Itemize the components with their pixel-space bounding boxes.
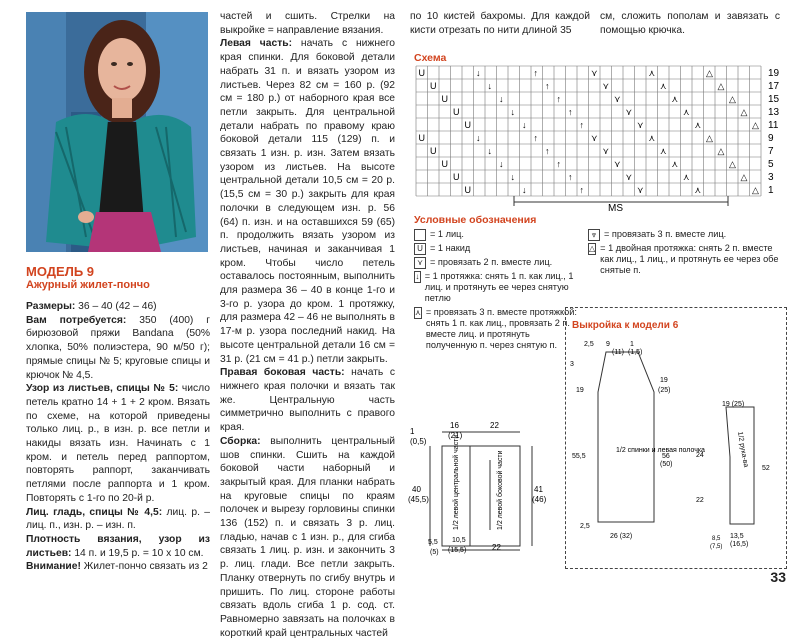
row-num: 3 bbox=[768, 172, 774, 183]
dim-label: 19 (25) bbox=[722, 401, 745, 408]
chart-symbol: U bbox=[441, 94, 448, 104]
chart-symbol: ↑ bbox=[568, 107, 573, 117]
paragraph bbox=[220, 435, 395, 640]
chart-symbol: △ bbox=[706, 133, 713, 143]
dim-label: (46) bbox=[532, 495, 547, 504]
chart-symbol: U bbox=[418, 68, 425, 78]
para-label: Лиц. гладь, спицы № 4,5: bbox=[26, 506, 163, 518]
dim-label: 40 bbox=[412, 485, 421, 494]
part-label: 1/2 рука-ва bbox=[736, 431, 750, 468]
chart-symbol: U bbox=[441, 159, 448, 169]
row-num: 15 bbox=[768, 94, 780, 105]
model-photo bbox=[26, 12, 208, 252]
para-text: частей и сшить. Стрелки на выкройке = направление вязания. bbox=[220, 11, 395, 36]
chart-symbol: U bbox=[430, 146, 437, 156]
chart-symbol: ⋏ bbox=[671, 159, 679, 169]
row-num: 17 bbox=[768, 81, 780, 92]
legend-text: = 1 двойная протяжка: снять 2 п. вместе как лиц., 1 лиц., и протянуть ее через обе снятые п. bbox=[600, 243, 779, 276]
chart-symbol: ↓ bbox=[499, 159, 504, 169]
chart-symbol: △ bbox=[740, 172, 748, 182]
legend-item bbox=[588, 243, 784, 277]
row-num: 11 bbox=[768, 120, 779, 131]
dim-label: 56 bbox=[662, 453, 670, 460]
paragraph bbox=[220, 10, 395, 37]
column-3-text: по 10 кистей бахромы. Для каждой кисти отрезать по нити длиной 35 bbox=[410, 11, 590, 36]
chart-symbol: ⋎ bbox=[637, 120, 644, 130]
chart-symbol: ↑ bbox=[579, 120, 584, 130]
dim-label: 16 bbox=[450, 421, 459, 430]
dim-label: (5) bbox=[430, 549, 439, 556]
chart-symbol: ↓ bbox=[522, 120, 527, 130]
row-num: 13 bbox=[768, 107, 780, 118]
dim-label: 9 bbox=[606, 341, 610, 348]
paragraph bbox=[26, 314, 210, 383]
chart-symbol: ↑ bbox=[533, 68, 538, 78]
dim-label: 5,5 bbox=[428, 539, 438, 546]
row-num: 1 bbox=[768, 185, 774, 196]
chart-symbol: ⋏ bbox=[660, 146, 667, 156]
page-number: 33 bbox=[770, 569, 786, 585]
part-label: 1/2 спинки и левая полочка bbox=[616, 447, 705, 454]
dim-label: 41 bbox=[534, 485, 543, 494]
dim-label: 52 bbox=[762, 465, 770, 472]
model-subtitle: Ажурный жилет-пончо bbox=[26, 279, 150, 291]
para-text: 36 – 40 (42 – 46) bbox=[75, 301, 157, 312]
para-label: Внимание! bbox=[26, 561, 81, 573]
para-label: Вам потребуется: bbox=[26, 314, 127, 326]
part-label: 1/2 левой центральной части bbox=[453, 434, 460, 530]
chart-symbol: △ bbox=[752, 185, 759, 195]
dim-label: 2,5 bbox=[580, 523, 590, 530]
pattern-model-6 bbox=[566, 332, 784, 562]
chart-symbol: ⋎ bbox=[614, 94, 621, 104]
chart-symbol: ↓ bbox=[487, 146, 492, 156]
para-label: Правая боковая часть: bbox=[220, 367, 345, 379]
paragraph bbox=[26, 560, 210, 574]
model-title: МОДЕЛЬ 9 bbox=[26, 264, 95, 279]
legend-symbol bbox=[414, 229, 426, 241]
dim-label: 22 bbox=[696, 497, 704, 504]
dim-label: (16,5) bbox=[730, 541, 749, 548]
schema-title: Схема bbox=[414, 52, 447, 64]
chart-symbol: U bbox=[430, 81, 437, 91]
chart-symbol: ↓ bbox=[476, 133, 481, 143]
legend-text: = провязать 3 п. вместе протяжкой: снять 1 п. как лиц., провязать 2 п. вместе лиц. и протянуть полученную п. через снятую п. bbox=[425, 306, 577, 351]
back-front-outline bbox=[598, 352, 654, 522]
legend-text: = 1 накид bbox=[430, 243, 471, 253]
dim-label: 55,5 bbox=[572, 453, 586, 460]
para-label: Узор из листьев, спицы № 5: bbox=[26, 383, 179, 395]
para-text: выполнить центральный шов спинки. Сшить на каждой боковой части наборный и закрытый края. Для планки набрать на круговые спицы по краям полочек и вырезу горловины спинки 136 (152) п. и связать 3 р. лиц. гладью, начав с 1 изн. р., для сгиба связать 1 лиц. р. изн. и закончить 3 р. лиц. глади. Все петли закрыть. Планку отвернуть по сгибу внутрь и пришить. По лиц. стороне работы связать вдоль сгиба 1 р. сод. ст. Равномерно завязать на полочках в короткий край центральных частей bbox=[220, 435, 395, 639]
row-num: 19 bbox=[768, 68, 780, 79]
legend-title: Условные обозначения bbox=[414, 214, 537, 226]
chart-symbol: ↑ bbox=[556, 94, 561, 104]
dim-label: 26 (32) bbox=[610, 533, 633, 540]
chart-symbol: △ bbox=[729, 94, 736, 104]
legend-text: = 1 протяжка: снять 1 п. как лиц., 1 лиц. и протянуть ее через снятую петлю bbox=[424, 271, 574, 304]
ms-label: MS bbox=[608, 203, 623, 214]
chart-symbol: ⋎ bbox=[637, 185, 644, 195]
dim-label: (50) bbox=[660, 461, 673, 468]
para-label: Плотность вязания, узор из листьев: bbox=[26, 533, 210, 559]
dim-label: 10,5 bbox=[452, 537, 466, 544]
legend-symbol: U bbox=[414, 243, 426, 255]
chart-symbol: ⋎ bbox=[625, 107, 633, 117]
chart-symbol: ⋎ bbox=[602, 81, 610, 91]
paragraph bbox=[26, 300, 210, 314]
para-text: лиц. р. – лиц. п., изн. р. – изн. п. bbox=[26, 506, 210, 532]
chart-symbol: ↑ bbox=[545, 146, 550, 156]
para-text: Жилет-пончо связать из 2 bbox=[80, 561, 208, 573]
paragraph bbox=[26, 533, 210, 560]
para-label: Сборка: bbox=[220, 435, 261, 447]
dim-label: (15,5) bbox=[448, 547, 467, 554]
chart-symbol: ⋎ bbox=[591, 133, 598, 143]
chart-symbol: ⋏ bbox=[671, 94, 679, 104]
chart-symbol: △ bbox=[717, 81, 725, 91]
chart-symbol: ↑ bbox=[556, 159, 561, 169]
dim-label: 22 bbox=[490, 421, 499, 430]
chart-symbol: ↓ bbox=[510, 172, 515, 182]
legend-text: = провязать 3 п. вместе лиц. bbox=[604, 229, 727, 239]
chart-symbol: ↓ bbox=[476, 68, 481, 78]
dim-label: 19 bbox=[660, 377, 668, 384]
para-text: число петель кратно 14 + 1 + 2 кром. Вязать по схеме, на которой приведены только лиц. р., в изн. р. все петли и накиды вязать изн. Начинать с 1 кром. и петель перед раппортом, повторять раппорт, заканчивать петлями после раппорта и 1 кром. Повторять с 1-го по 20-й р. bbox=[26, 383, 210, 504]
chart-symbol: △ bbox=[752, 120, 759, 130]
chart-symbol: U bbox=[453, 172, 460, 182]
legend-symbol: ↓ bbox=[415, 272, 420, 281]
column-2 bbox=[220, 10, 395, 640]
para-text: начать с нижнего края спинки. Для боковой детали набрать 31 п. и вязать узором из листьев. Через 82 см = 160 р. (92 см = 180 р.) от наборного края все петли закрыть. Для центральной детали набрать по правому краю боковой детали 115 (129) п. и связать 1 изн. р. изн. Затем вязать узором из листьев. На высоте центральной детали 10,5 см = 20 р. (15,5 см = 30 р.) закрыть для края полочки в следующем изн. р. 56 (64) п. изн. и на оставшихся 59 (65) п. продолжить вязать узором из листьев, начиная и заканчивая 1 кром. Чтобы число петель оставалось постоянным, выполнить для размера 36 – 40 в конце 1-го и 3-го р. узора до кром. 1 протяжку, для размера 42 – 46 не выполнять в 17-м р. узора последний накид. На высоте центральной детали 16 см = 31 р. (21 см = 41 р.) петли закрыть. bbox=[220, 38, 395, 365]
dim-label: (25) bbox=[658, 387, 671, 394]
chart-symbol: U bbox=[464, 185, 471, 195]
legend-item bbox=[588, 229, 784, 241]
para-label: Левая часть: bbox=[220, 38, 293, 50]
chart-symbol: ⋏ bbox=[648, 68, 656, 78]
chart-symbol: ⋎ bbox=[602, 146, 610, 156]
chart-symbol: △ bbox=[706, 68, 713, 78]
legend-item bbox=[414, 257, 579, 269]
legend-text: = 1 лиц. bbox=[430, 229, 464, 239]
legend-left bbox=[414, 229, 579, 353]
dim-label: (21) bbox=[448, 431, 463, 440]
dim-label: 2,5 bbox=[584, 341, 594, 348]
dim-label: 24 bbox=[696, 452, 704, 459]
column-1 bbox=[26, 300, 210, 574]
chart-grid bbox=[416, 66, 761, 196]
dim-label: 1 bbox=[630, 341, 634, 348]
chart-symbol: ⋏ bbox=[683, 107, 690, 117]
dim-label: (7,5) bbox=[710, 544, 723, 550]
dim-label: 13,5 bbox=[730, 533, 744, 540]
legend-item bbox=[414, 243, 579, 255]
dim-label: (45,5) bbox=[408, 495, 429, 504]
legend-symbol: ⋎ bbox=[414, 257, 426, 269]
chart-symbol: U bbox=[418, 133, 425, 143]
chart-symbol: △ bbox=[740, 107, 748, 117]
side-part-outline bbox=[470, 446, 520, 546]
chart-symbol: U bbox=[453, 107, 460, 117]
pattern-model-6-title: Выкройка к модели 6 bbox=[572, 320, 679, 331]
chart-symbol: ⋏ bbox=[648, 133, 656, 143]
paragraph bbox=[26, 382, 210, 505]
legend-text: = провязать 2 п. вместе лиц. bbox=[430, 257, 553, 267]
knitting-chart bbox=[410, 64, 790, 214]
dim-label: 3 bbox=[570, 361, 574, 368]
chart-symbol: ↓ bbox=[487, 81, 492, 91]
legend-symbol: ⩔ bbox=[588, 229, 600, 241]
legend-symbol: ⋏ bbox=[415, 307, 421, 317]
chart-symbol: △ bbox=[717, 146, 725, 156]
chart-symbol: △ bbox=[729, 159, 736, 169]
para-text: 14 п. и 19,5 р. = 10 х 10 см. bbox=[71, 547, 204, 559]
para-label: Размеры: bbox=[26, 301, 76, 312]
dim-label: 1 bbox=[410, 427, 415, 436]
chart-symbol: ↑ bbox=[533, 133, 538, 143]
dim-label: 22 bbox=[492, 543, 501, 552]
para-text: начать с нижнего края полочки и вязать так же. Центральную часть симметрично выполнить с правого края. bbox=[220, 367, 395, 434]
paragraph bbox=[220, 366, 395, 435]
chart-symbol: ↑ bbox=[568, 172, 573, 182]
row-num: 9 bbox=[768, 133, 774, 144]
para-text: 350 (400) г бирюзовой пряжи Bandana (50% хлопка, 50% полиэстера, 90 м/50 г); прямые спицы № 5; круговые спицы и крючок № 4,5. bbox=[26, 314, 211, 381]
chart-symbol: ↑ bbox=[545, 81, 550, 91]
legend-item bbox=[414, 307, 579, 352]
paragraph bbox=[220, 37, 395, 366]
chart-symbol: ⋏ bbox=[660, 81, 667, 91]
dim-label: (0,5) bbox=[410, 437, 427, 446]
part-label: 1/2 левой боковой части bbox=[497, 450, 504, 530]
legend-item bbox=[414, 271, 579, 305]
chart-symbol: ⋎ bbox=[591, 68, 598, 78]
chart-symbol: ⋎ bbox=[625, 172, 633, 182]
row-num: 5 bbox=[768, 159, 774, 170]
legend-right bbox=[588, 229, 784, 279]
dim-label: 19 bbox=[576, 387, 584, 394]
model-photo-illustration bbox=[26, 12, 208, 252]
legend-symbol: △ bbox=[589, 244, 596, 253]
chart-symbol: ⋏ bbox=[694, 120, 702, 130]
chart-symbol: ↓ bbox=[510, 107, 515, 117]
dim-label: (1,5) bbox=[628, 349, 643, 356]
chart-symbol: U bbox=[464, 120, 471, 130]
column-4-text: см, сложить пополам и завязать с помощью крючка. bbox=[600, 11, 780, 36]
pattern-model-9 bbox=[406, 412, 556, 560]
legend-item bbox=[414, 229, 579, 241]
chart-symbol: ⋏ bbox=[683, 172, 690, 182]
chart-symbol: ⋏ bbox=[694, 185, 702, 195]
chart-symbol: ↓ bbox=[499, 94, 504, 104]
chart-symbol: ⋎ bbox=[614, 159, 621, 169]
paragraph bbox=[26, 506, 210, 533]
dim-label: (11) bbox=[612, 349, 624, 356]
chart-symbol: ↑ bbox=[579, 185, 584, 195]
dim-label: 8,5 bbox=[712, 536, 721, 542]
row-num: 7 bbox=[768, 146, 774, 157]
chart-symbol: ↓ bbox=[522, 185, 527, 195]
